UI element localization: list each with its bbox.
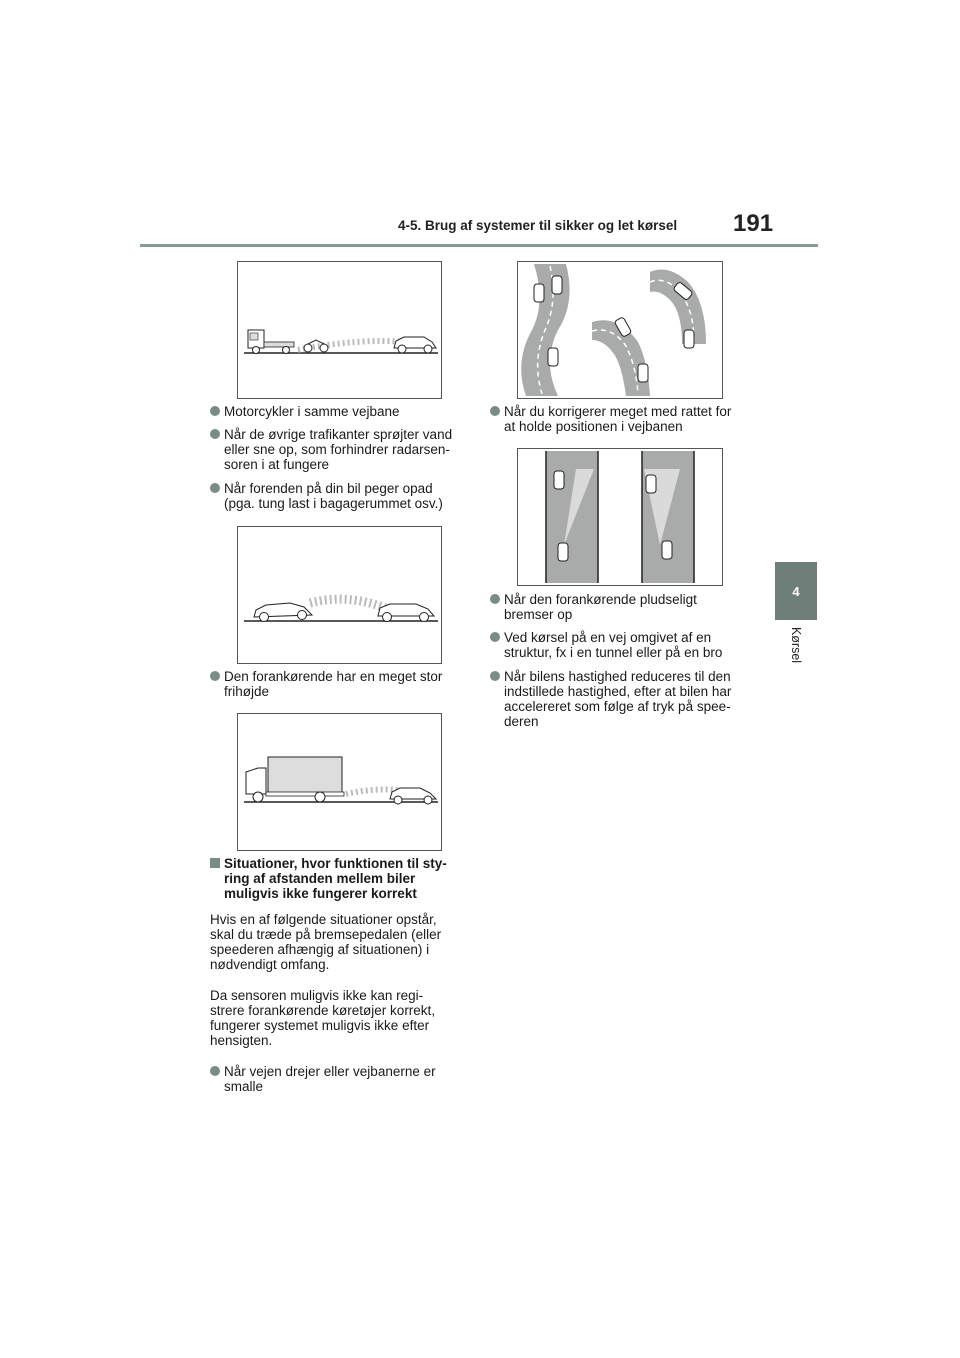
bullet-front-up: Når forenden på din bil peger opad (pga. tung last i bagagerummet osv.) — [210, 481, 443, 511]
chapter-number-tab[interactable] — [775, 562, 817, 620]
bullet-sudden-braking: Når den forankørende pludseligt bremser op — [490, 592, 697, 622]
paragraph-brake-advice: Hvis en af følgende situationer opstår, skal du træde på bremsepedalen (eller speederen afhængig af situationen) i nødvendigt omfang. — [210, 912, 442, 972]
illustration-nose-up — [237, 526, 442, 664]
bullet-steering-correction: Når du korrigerer meget med rattet for at holde positionen i vejbanen — [490, 404, 731, 434]
section-title: 4-5. Brug af systemer til sikker og let kørsel — [398, 218, 678, 233]
bullet-tunnel-bridge: Ved kørsel på en vej omgivet af en struktur, fx i en tunnel eller på en bro — [490, 630, 722, 660]
chapter-label-tab — [775, 620, 817, 670]
bullet-curved-roads: Når vejen drejer eller vejbanerne er smalle — [210, 1064, 436, 1094]
illustration-curved-roads — [517, 261, 723, 399]
bullet-motorcycles: Motorcykler i samme vejbane — [210, 404, 400, 419]
illustration-lane-correction — [517, 448, 723, 586]
illustration-motorcycle-radar — [237, 261, 442, 399]
section-heading: Situationer, hvor funktionen til sty- ring af afstanden mellem biler muligvis ikke fungerer korrekt — [210, 856, 447, 901]
header-divider — [140, 244, 818, 247]
chapter-label: Kørsel — [789, 626, 803, 664]
bullet-high-clearance: Den forankørende har en meget stor frihøjde — [210, 669, 442, 699]
chapter-number: 4 — [792, 583, 800, 599]
page-number: 191 — [733, 210, 774, 237]
bullet-spray: Når de øvrige trafikanter sprøjter vand eller sne op, som forhindrer radarsen- soren i at fungere — [210, 427, 452, 472]
bullet-speed-reduction: Når bilens hastighed reduceres til den indstillede hastighed, efter at bilen har accelereret som følge af tryk på spee- deren — [490, 669, 731, 729]
paragraph-sensor-warning: Da sensoren muligvis ikke kan regi- strere forankørende køretøjer korrekt, fungerer systemet muligvis ikke efter hensigten. — [210, 988, 436, 1048]
illustration-high-clearance-truck — [237, 713, 442, 851]
